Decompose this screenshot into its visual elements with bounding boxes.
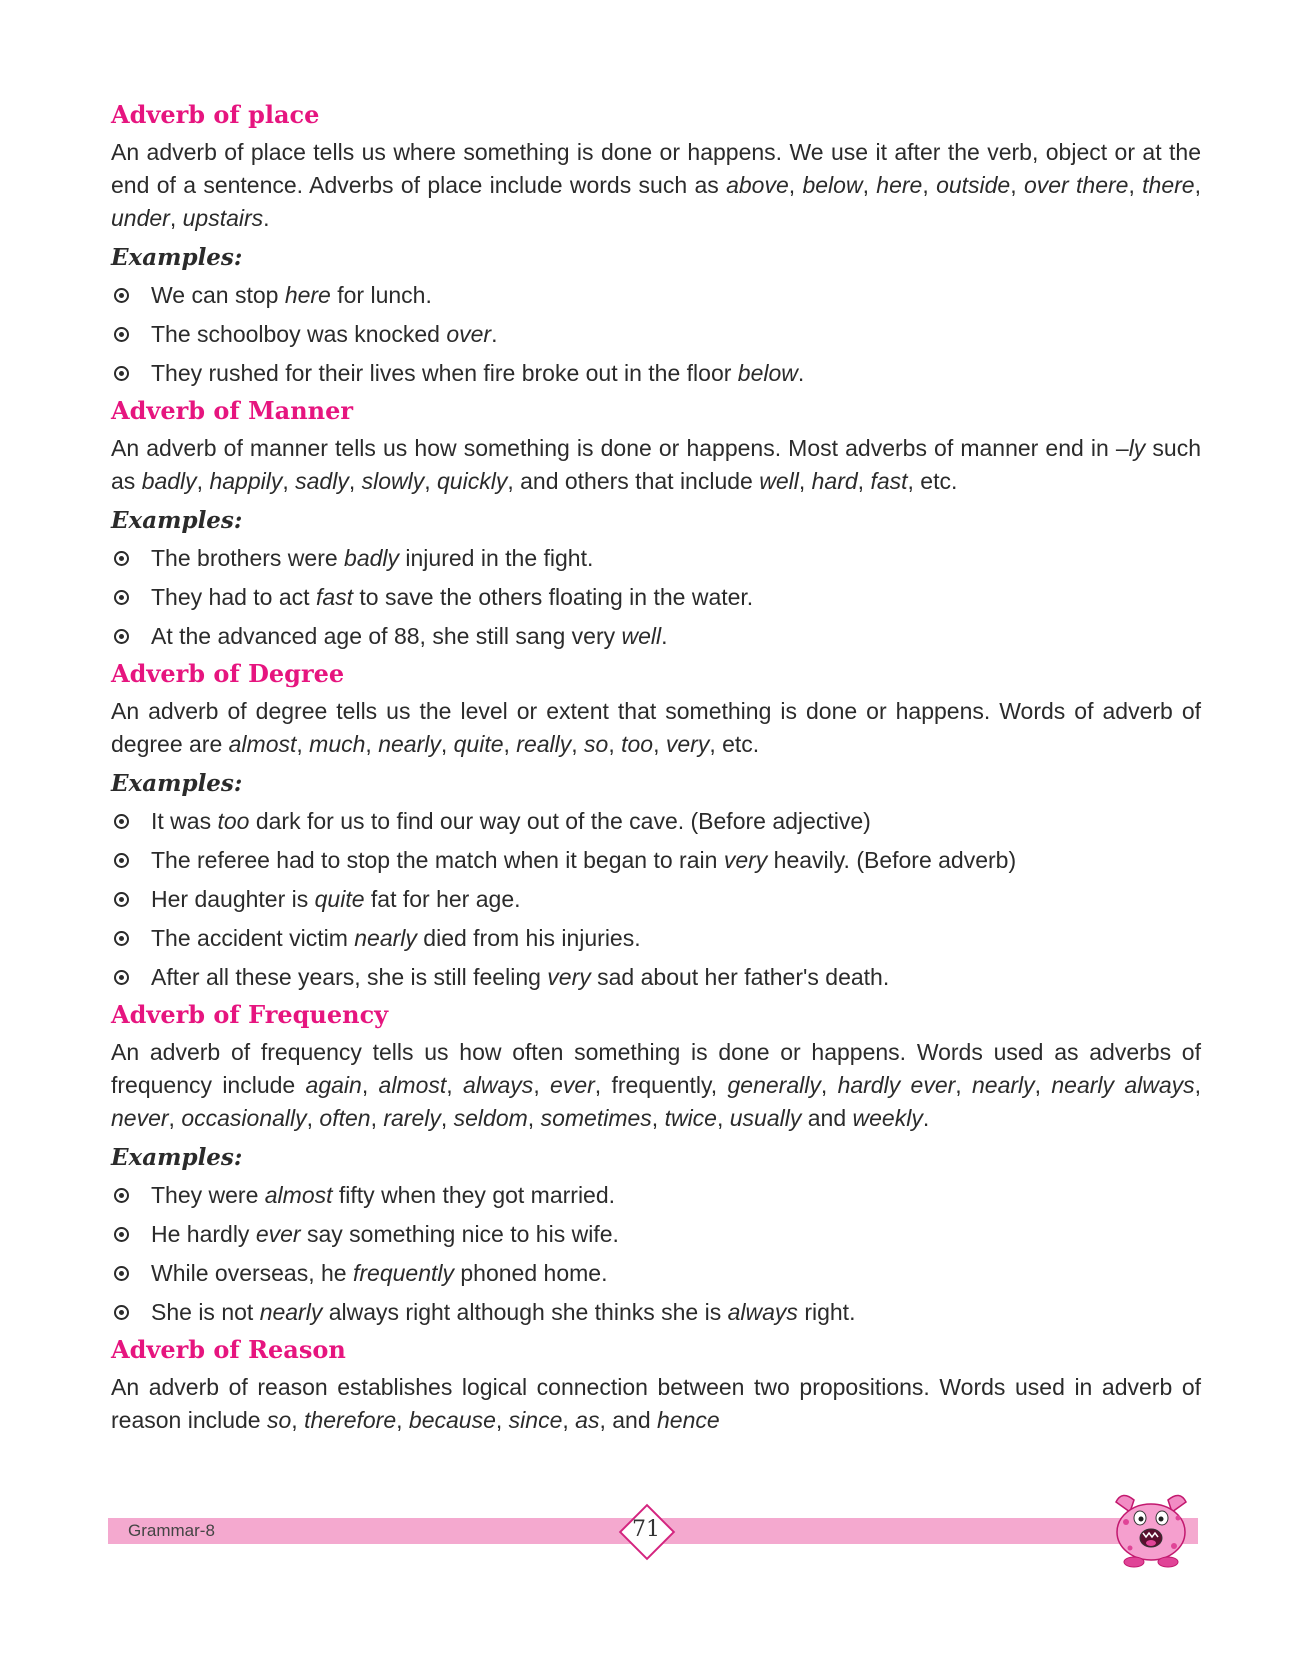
italic-term: quickly — [437, 468, 508, 494]
section-paragraph — [111, 136, 1201, 235]
text-run: . — [263, 205, 270, 231]
text-run: , — [503, 731, 517, 757]
text-run: injured in the fight. — [399, 545, 594, 571]
italic-term: rarely — [383, 1105, 441, 1131]
text-run: . — [922, 1105, 930, 1131]
circle-bullet-icon — [114, 892, 129, 907]
text-run: It was — [151, 808, 218, 834]
circle-bullet-icon — [114, 327, 129, 342]
italic-term: ly — [1128, 435, 1146, 461]
section-adverb-of-degree — [111, 659, 1201, 994]
italic-term: hardly ever — [837, 1072, 956, 1098]
example-item — [111, 844, 1201, 877]
text-run: , — [424, 468, 438, 494]
italic-term: sometimes — [540, 1105, 652, 1131]
italic-term: well — [759, 468, 799, 494]
italic-term: happily — [209, 468, 283, 494]
text-run: sad about her father's death. — [590, 964, 890, 990]
text-run: such as — [111, 435, 1201, 494]
section-heading: Adverb of Frequency — [111, 1000, 389, 1029]
italic-term: often — [319, 1105, 371, 1131]
italic-term: fast — [870, 468, 908, 494]
example-item — [111, 279, 1201, 312]
example-item — [111, 1218, 1201, 1251]
section-heading: Adverb of Manner — [111, 396, 354, 425]
text-run: , — [862, 172, 877, 198]
text-run: , — [820, 1072, 838, 1098]
italic-term: here — [284, 282, 331, 308]
italic-term: almost — [378, 1072, 447, 1098]
text-run: say something nice to his wife. — [300, 1221, 619, 1247]
circle-bullet-icon — [114, 590, 129, 605]
text-run: . — [797, 360, 805, 386]
italic-term: therefore — [304, 1407, 397, 1433]
text-run: , — [788, 172, 803, 198]
example-item — [111, 1257, 1201, 1290]
italic-term: well — [621, 623, 662, 649]
section-adverb-of-manner — [111, 396, 1201, 653]
italic-term: never — [111, 1105, 169, 1131]
italic-term: below — [737, 360, 798, 386]
italic-term: almost — [228, 731, 297, 757]
text-run: The accident victim — [151, 925, 355, 951]
text-run: , — [348, 468, 362, 494]
text-run: , — [168, 1105, 182, 1131]
italic-term: weekly — [852, 1105, 923, 1131]
text-run: The schoolboy was knocked — [151, 321, 447, 347]
section-paragraph — [111, 695, 1201, 761]
italic-term: nearly — [972, 1072, 1035, 1098]
text-run: died from his injuries. — [416, 925, 641, 951]
example-item — [111, 1179, 1201, 1212]
italic-term: twice — [664, 1105, 717, 1131]
italic-term: above — [726, 172, 789, 198]
text-run: After all these years, she is still feeling — [151, 964, 548, 990]
italic-term: over — [446, 321, 492, 347]
text-run: . — [661, 623, 668, 649]
circle-bullet-icon — [114, 853, 129, 868]
example-item — [111, 357, 1201, 390]
italic-term: as — [575, 1407, 600, 1433]
text-run: , — [296, 731, 310, 757]
italic-term: so — [267, 1407, 292, 1433]
italic-term: badly — [141, 468, 197, 494]
example-item — [111, 620, 1201, 653]
text-run: , etc. — [709, 731, 760, 757]
text-run: , — [282, 468, 296, 494]
circle-bullet-icon — [114, 970, 129, 985]
italic-term: upstairs — [182, 205, 264, 231]
italic-term: ever — [550, 1072, 595, 1098]
section-heading: Adverb of Reason — [111, 1335, 346, 1364]
circle-bullet-icon — [114, 931, 129, 946]
section-adverb-of-reason — [111, 1335, 1201, 1437]
italic-term: quite — [453, 731, 504, 757]
text-run: for lunch. — [330, 282, 432, 308]
text-run: , — [651, 1105, 665, 1131]
text-run: phoned home. — [454, 1260, 608, 1286]
text-run: They had to act — [151, 584, 316, 610]
example-item — [111, 542, 1201, 575]
italic-term: very — [547, 964, 591, 990]
text-run: An adverb of reason establishes logical connection between two propositions. Words used in adverb of reason include — [111, 1374, 1201, 1433]
text-run: fifty when they got married. — [332, 1182, 616, 1208]
italic-term: nearly — [378, 731, 441, 757]
text-run: We can stop — [151, 282, 285, 308]
text-run: . — [491, 321, 498, 347]
italic-term: fast — [315, 584, 354, 610]
text-run: , etc. — [907, 468, 958, 494]
text-run: right. — [797, 1299, 856, 1325]
text-run: , — [495, 1407, 509, 1433]
circle-bullet-icon — [114, 288, 129, 303]
text-run: An adverb of place tells us where something is done or happens. We use it after the verb, object or at the end of a sentence. Adverbs of place include words such as — [111, 139, 1201, 198]
text-run: , — [196, 468, 210, 494]
italic-term: occasionally — [181, 1105, 307, 1131]
example-item — [111, 961, 1201, 994]
text-run: , — [1128, 172, 1143, 198]
text-run: , — [1010, 172, 1024, 198]
italic-term: almost — [264, 1182, 333, 1208]
circle-bullet-icon — [114, 1227, 129, 1242]
examples-label: Examples: — [111, 770, 243, 797]
text-run: , — [571, 731, 585, 757]
italic-term: slowly — [361, 468, 425, 494]
examples-list — [111, 279, 1201, 390]
examples-list — [111, 805, 1201, 994]
italic-term: badly — [344, 545, 400, 571]
italic-term: very — [665, 731, 710, 757]
italic-term: hard — [811, 468, 858, 494]
examples-label: Examples: — [111, 1144, 243, 1171]
text-run: At the advanced age of 88, she still sang very — [151, 623, 622, 649]
text-run: He hardly — [151, 1221, 256, 1247]
text-run: , — [169, 205, 183, 231]
text-run: , — [396, 1407, 409, 1433]
text-run: , — [955, 1072, 972, 1098]
text-run: An adverb of degree tells us the level or extent that something is done or happens. Words of adverb of degree are — [111, 698, 1201, 757]
text-run: , — [527, 1105, 541, 1131]
example-item — [111, 1296, 1201, 1329]
text-run: She is not — [151, 1299, 260, 1325]
italic-term: hence — [657, 1407, 720, 1433]
example-item — [111, 318, 1201, 351]
text-run: They rushed for their lives when fire broke out in the floor — [151, 360, 738, 386]
italic-term: ever — [255, 1221, 301, 1247]
section-paragraph — [111, 1371, 1201, 1437]
text-run: , — [370, 1105, 384, 1131]
italic-term: sadly — [295, 468, 349, 494]
italic-term: here — [876, 172, 923, 198]
example-item — [111, 922, 1201, 955]
italic-term: quite — [314, 886, 365, 912]
circle-bullet-icon — [114, 1305, 129, 1320]
text-run: , — [922, 172, 937, 198]
examples-label: Examples: — [111, 244, 243, 271]
italic-term: usually — [729, 1105, 802, 1131]
text-run: The brothers were — [151, 545, 345, 571]
circle-bullet-icon — [114, 366, 129, 381]
italic-term: under — [111, 205, 170, 231]
italic-term: below — [802, 172, 863, 198]
page-number: 71 — [632, 1517, 660, 1542]
italic-term: too — [621, 731, 654, 757]
text-run: , — [653, 731, 666, 757]
text-run: , — [1194, 172, 1201, 198]
circle-bullet-icon — [114, 551, 129, 566]
italic-term: nearly — [259, 1299, 323, 1325]
text-run: , — [446, 1072, 463, 1098]
circle-bullet-icon — [114, 1188, 129, 1203]
section-adverb-of-place — [111, 100, 1201, 390]
italic-term: really — [516, 731, 572, 757]
text-run: , — [798, 468, 812, 494]
text-run: , — [440, 1105, 454, 1131]
text-run: heavily. (Before adverb) — [767, 847, 1017, 873]
text-run: , — [1194, 1072, 1202, 1098]
example-item — [111, 581, 1201, 614]
examples-label: Examples: — [111, 507, 243, 534]
circle-bullet-icon — [114, 814, 129, 829]
italic-term: outside — [936, 172, 1011, 198]
italic-term: because — [408, 1407, 496, 1433]
italic-term: seldom — [453, 1105, 528, 1131]
text-run: , — [716, 1105, 730, 1131]
italic-term: nearly always — [1051, 1072, 1195, 1098]
italic-term: generally — [727, 1072, 821, 1098]
section-adverb-of-frequency — [111, 1000, 1201, 1329]
text-run: , and others that include — [507, 468, 760, 494]
text-run: always right although she thinks she is — [322, 1299, 728, 1325]
text-run: to save the others floating in the water. — [353, 584, 754, 610]
italic-term: since — [508, 1407, 563, 1433]
text-run: , frequently, — [594, 1072, 728, 1098]
text-run: , — [533, 1072, 551, 1098]
circle-bullet-icon — [114, 1266, 129, 1281]
examples-list — [111, 542, 1201, 653]
italic-term: very — [723, 847, 768, 873]
text-run: , — [440, 731, 454, 757]
text-run: While overseas, he — [151, 1260, 353, 1286]
italic-term: nearly — [354, 925, 417, 951]
text-run: Her daughter is — [151, 886, 315, 912]
italic-term: too — [217, 808, 250, 834]
italic-term: so — [584, 731, 609, 757]
section-heading: Adverb of Degree — [111, 659, 345, 688]
example-item — [111, 883, 1201, 916]
italic-term: much — [309, 731, 366, 757]
italic-term: again — [305, 1072, 362, 1098]
text-run: , — [1034, 1072, 1052, 1098]
circle-bullet-icon — [114, 629, 129, 644]
text-run: , — [562, 1407, 576, 1433]
italic-term: always — [463, 1072, 534, 1098]
text-run: , — [608, 731, 622, 757]
section-paragraph — [111, 432, 1201, 498]
example-item — [111, 805, 1201, 838]
text-run: , — [291, 1407, 305, 1433]
section-paragraph — [111, 1036, 1201, 1135]
pink-monster-mascot-icon — [1108, 1488, 1194, 1570]
text-run: and — [801, 1105, 853, 1131]
text-run: , — [361, 1072, 379, 1098]
text-run: They were — [151, 1182, 265, 1208]
text-run: fat for her age. — [364, 886, 521, 912]
text-run: , — [365, 731, 379, 757]
italic-term: over there — [1023, 172, 1129, 198]
italic-term: frequently — [352, 1260, 454, 1286]
text-run: , — [306, 1105, 320, 1131]
page-content — [111, 100, 1201, 1445]
book-label: Grammar-8 — [128, 1521, 215, 1540]
text-run: The referee had to stop the match when it began to rain — [151, 847, 724, 873]
page-number-badge — [620, 1505, 672, 1557]
text-run: An adverb of frequency tells us how often something is done or happens. Words used as adverbs of frequency include — [111, 1039, 1201, 1098]
text-run: , and — [599, 1407, 657, 1433]
text-run: , — [857, 468, 871, 494]
section-heading: Adverb of place — [111, 100, 320, 129]
italic-term: there — [1142, 172, 1195, 198]
text-run: dark for us to find our way out of the cave. (Before adjective) — [249, 808, 871, 834]
text-run: An adverb of manner tells us how something is done or happens. Most adverbs of manner end in – — [111, 435, 1129, 461]
italic-term: always — [727, 1299, 798, 1325]
examples-list — [111, 1179, 1201, 1329]
